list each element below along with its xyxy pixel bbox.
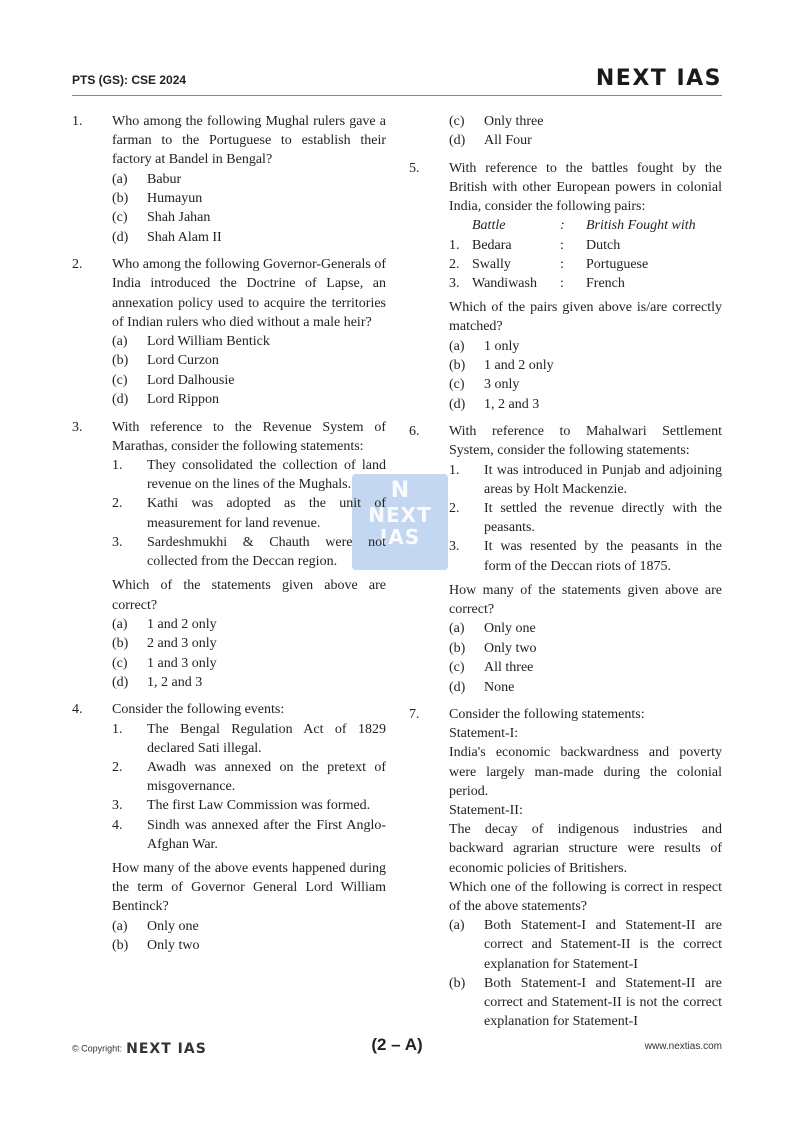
option-d: (d) Shah Alam II xyxy=(112,229,222,245)
statement-1: 1. They consolidated the collection of land revenue on the lines of the Mughals. xyxy=(112,458,386,493)
option-d: (d) Lord Rippon xyxy=(112,392,219,408)
statement-2: 2. Kathi was adopted as the unit of measurement for land revenue. xyxy=(112,496,386,531)
left-column xyxy=(72,112,386,963)
question-number: 3. xyxy=(72,419,83,435)
page-number: (2 – A) xyxy=(371,1035,423,1054)
question-text: With reference to Mahalwari Settlement System, consider the following statements: xyxy=(449,424,722,459)
event-1: 1. The Bengal Regulation Act of 1829 declared Sati illegal. xyxy=(112,721,386,756)
question-prompt: How many of the statements given above are correct? xyxy=(449,582,722,618)
option-c: (c) 1 and 3 only xyxy=(112,655,217,671)
question-number: 6. xyxy=(409,424,420,440)
question-7 xyxy=(409,705,722,1031)
statement-1: 1. It was introduced in Punjab and adjoining areas by Holt Mackenzie. xyxy=(449,462,722,497)
question-3 xyxy=(72,418,386,693)
website-link[interactable]: www.nextias.com xyxy=(644,1041,722,1052)
option-a: (a) Both Statement-I and Statement-II are correct and Statement-II is the correct explanation for Statement-I xyxy=(449,918,722,972)
question-prompt: Which one of the following is correct in respect of the above statements? xyxy=(449,879,722,914)
question-prompt: How many of the above events happened during the term of Governor General Lord William Bentinck? xyxy=(112,860,386,915)
option-b: (b) Only two xyxy=(449,640,537,656)
statement-1-text: India's economic backwardness and poverty were largely man-made during the colonial period. xyxy=(449,745,722,799)
question-number: 2. xyxy=(72,257,83,273)
option-a: (a) 1 and 2 only xyxy=(112,616,217,632)
question-5 xyxy=(409,159,722,414)
question-number: 5. xyxy=(409,160,420,176)
option-d: (d) 1, 2 and 3 xyxy=(449,396,540,412)
statement-3: 3. Sardeshmukhi & Chauth were not collected from the Deccan region. xyxy=(112,534,386,570)
question-text: Who among the following Governor-Generals of India introduced the Doctrine of Lapse, an annexation policy used to acquire the territories of Indian rulers who died without a male heir? xyxy=(112,257,386,330)
exam-header: PTS (GS): CSE 2024 xyxy=(72,73,187,87)
option-a: (a) 1 only xyxy=(449,338,520,354)
option-c: (c) 3 only xyxy=(449,377,520,393)
option-a: (a) Babur xyxy=(112,171,182,187)
option-c: (c) Lord Dalhousie xyxy=(112,372,235,388)
statement-2: 2. It settled the revenue directly with the peasants. xyxy=(449,501,722,536)
option-d: (d) All Four xyxy=(449,133,532,149)
option-d: (d) 1, 2 and 3 xyxy=(112,674,203,690)
question-4-continued xyxy=(409,112,722,151)
question-text: Who among the following Mughal rulers gave a farman to the Portuguese to establish their factory at Bandel in Bengal? xyxy=(112,114,386,168)
event-2: 2. Awadh was annexed on the pretext of misgovernance. xyxy=(112,759,386,795)
question-text: With reference to the battles fought by the British with other European powers in colonial India, consider the following pairs: xyxy=(449,160,722,215)
header-divider xyxy=(72,95,722,96)
question-text: Consider the following statements: xyxy=(449,706,645,722)
statement-1-label: Statement-I: xyxy=(449,726,519,742)
footer-logo: NEXT IAS xyxy=(126,1041,207,1057)
option-b: (b) 1 and 2 only xyxy=(449,358,554,374)
question-number: 1. xyxy=(72,114,83,129)
option-c: (c) Shah Jahan xyxy=(112,210,211,226)
question-number: 7. xyxy=(409,706,420,722)
question-4 xyxy=(72,700,386,955)
option-b: (b) Both Statement-I and Statement-II are correct and Statement-II is not the correct explanation for Statement-I xyxy=(449,975,722,1030)
event-4: 4. Sindh was annexed after the First Anglo-Afghan War. xyxy=(112,817,386,852)
statement-2-text: The decay of indigenous industries and backward agrarian structure were results of economic policies of Britishers. xyxy=(449,822,722,876)
option-b: (b) Only two xyxy=(112,937,200,953)
question-2 xyxy=(72,255,386,409)
option-b: (b) Lord Curzon xyxy=(112,353,219,369)
question-1 xyxy=(72,112,386,247)
question-text: With reference to the Revenue System of Marathas, consider the following statements: xyxy=(112,419,386,454)
option-b: (b) Humayun xyxy=(112,191,203,207)
question-6 xyxy=(409,422,722,697)
pair-3: 3. Wandiwash : French xyxy=(449,276,625,292)
option-c: (c) Only three xyxy=(449,114,544,129)
option-a: (a) Only one xyxy=(449,621,536,637)
question-number: 4. xyxy=(72,702,83,718)
question-text: Consider the following events: xyxy=(112,702,285,718)
question-prompt: Which of the statements given above are correct? xyxy=(112,578,386,613)
next-ias-logo: NEXT IAS xyxy=(595,66,722,91)
option-a: (a) Lord William Bentick xyxy=(112,334,270,350)
option-d: (d) None xyxy=(449,679,515,695)
option-c: (c) All three xyxy=(449,660,534,676)
statement-3: 3. It was resented by the peasants in the form of the Deccan riots of 1875. xyxy=(449,539,722,574)
option-a: (a) Only one xyxy=(112,918,199,934)
pair-2: 2. Swally : Portuguese xyxy=(449,256,649,272)
pairs-header: Battle : British Fought with xyxy=(472,218,696,234)
footer-copyright: © Copyright: NEXT IAS xyxy=(72,1041,207,1057)
right-column xyxy=(409,112,722,1039)
watermark-logo: N NEXT IAS xyxy=(352,474,448,570)
pair-1: 1. Bedara : Dutch xyxy=(449,237,621,253)
event-3: 3. The first Law Commission was formed. xyxy=(112,798,371,814)
question-prompt: Which of the pairs given above is/are correctly matched? xyxy=(449,300,722,335)
statement-2-label: Statement-II: xyxy=(449,802,523,818)
option-b: (b) 2 and 3 only xyxy=(112,636,217,652)
